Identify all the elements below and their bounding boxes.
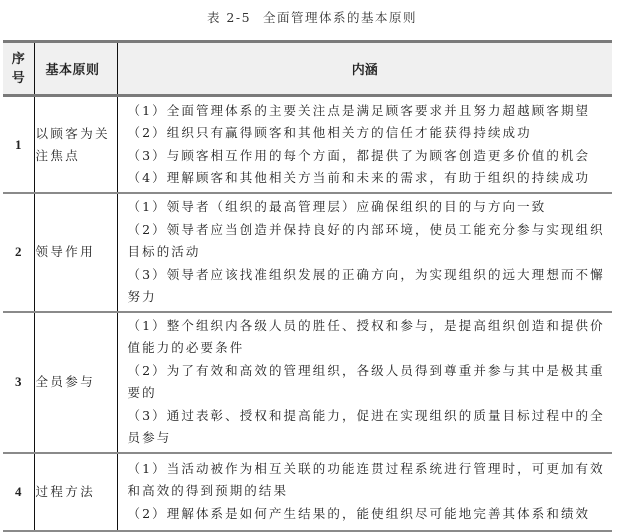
row-content (117, 453, 612, 531)
header-principle: 基本原则 (34, 42, 117, 96)
header-content: 内涵 (117, 42, 612, 96)
table-header-row (3, 42, 612, 96)
content-item: （1）整个组织内各级人员的胜任、授权和参与，是提高组织创造和提供价值能力的必要条件 (127, 317, 605, 355)
row-principle: 全员参与 (34, 312, 117, 453)
content-item: （4）理解顾客和其他相关方当前和未来的需求，有助于组织的持续成功 (127, 170, 591, 185)
row-index: 3 (3, 312, 34, 453)
table-caption (0, 8, 624, 26)
table-caption-title: 全面管理体系的基本原则 (263, 10, 418, 25)
row-principle: 领导作用 (34, 193, 117, 312)
table-row (3, 96, 612, 194)
row-content (117, 193, 612, 312)
row-content (117, 312, 612, 453)
row-index: 2 (3, 193, 34, 312)
content-item: （1）全面管理体系的主要关注点是满足顾客要求并且努力超越顾客期望 (127, 102, 591, 118)
content-item: （2）为了有效和高效的管理组织，各级人员得到尊重并参与其中是极其重要的 (127, 362, 605, 400)
table-row (3, 193, 612, 312)
content-item: （3）通过表彰、授权和提高能力，促进在实现组织的质量目标过程中的全员参与 (127, 407, 605, 445)
row-principle: 以顾客为关注焦点 (34, 96, 117, 194)
content-item: （3）与顾客相互作用的每个方面，都提供了为顾客创造更多价值的机会 (127, 147, 591, 163)
content-item: （2）理解体系是如何产生结果的，能使组织尽可能地完善其体系和绩效 (127, 505, 591, 521)
table-caption-number: 表 2-5 (206, 10, 252, 25)
principles-table (3, 40, 612, 532)
content-item: （2）组织只有赢得顾客和其他相关方的信任才能获得持续成功 (127, 125, 532, 140)
header-index: 序号 (3, 42, 34, 96)
content-item: （1）当活动被作为相互关联的功能连贯过程系统进行管理时，可更加有效和高效的得到预期的结果 (127, 460, 605, 498)
table-row (3, 312, 612, 453)
content-item: （2）领导者应当创造并保持良好的内部环境，使员工能充分参与实现组织目标的活动 (127, 221, 605, 259)
content-item: （3）领导者应该找准组织发展的正确方向，为实现组织的远大理想而不懈努力 (127, 266, 605, 304)
row-content (117, 96, 612, 194)
content-item: （1）领导者（组织的最高管理层）应确保组织的目的与方向一致 (127, 199, 547, 214)
row-principle: 过程方法 (34, 453, 117, 531)
row-index: 4 (3, 453, 34, 531)
table-row (3, 453, 612, 531)
row-index: 1 (3, 96, 34, 194)
